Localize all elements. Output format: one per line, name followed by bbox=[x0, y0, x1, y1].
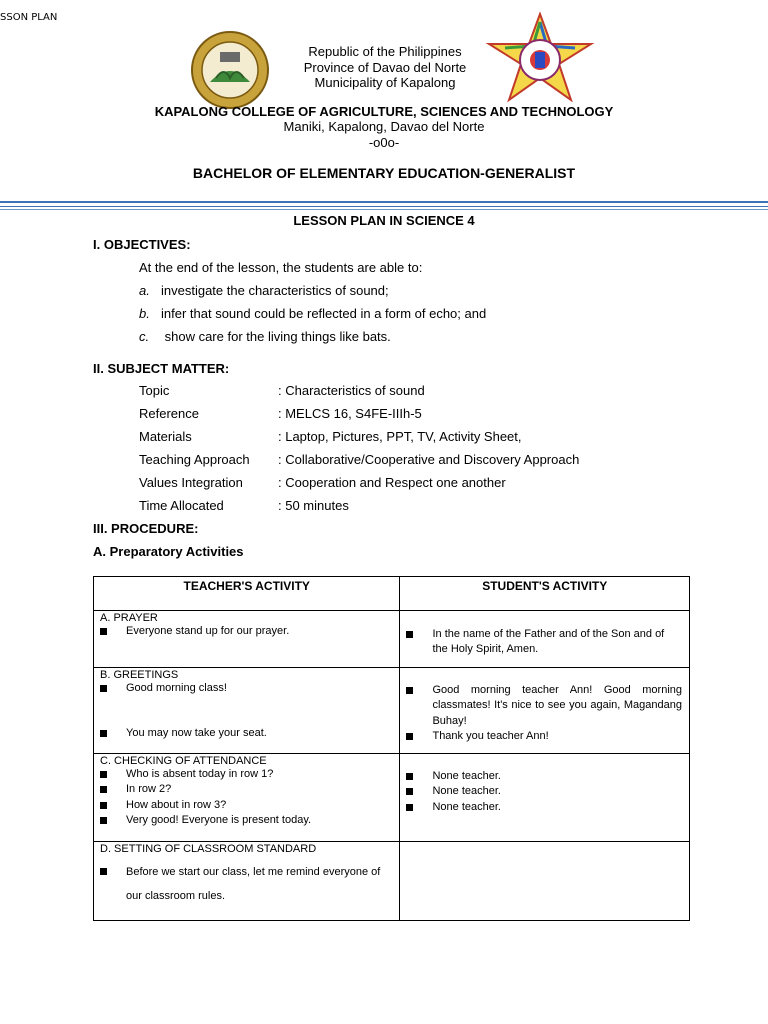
sm-value-materials: : Laptop, Pictures, PPT, TV, Activity Sheet, bbox=[278, 429, 522, 444]
sm-label-approach: Teaching Approach bbox=[139, 452, 250, 467]
gov-line-1: Republic of the Philippines bbox=[308, 44, 462, 59]
bullet-icon bbox=[100, 802, 107, 809]
teacher-cell bbox=[94, 611, 400, 668]
bullet-icon bbox=[406, 773, 413, 780]
teacher-cell bbox=[94, 842, 400, 921]
sm-label-values: Values Integration bbox=[139, 475, 243, 490]
table-header-row bbox=[94, 577, 690, 611]
bullet-icon bbox=[406, 804, 413, 811]
subject-matter-heading: II. SUBJECT MATTER: bbox=[93, 361, 230, 376]
list-item: You may now take your seat. bbox=[94, 726, 399, 741]
lesson-plan-title: LESSON PLAN IN SCIENCE 4 bbox=[293, 213, 475, 228]
list-item: Everyone stand up for our prayer. bbox=[94, 624, 399, 639]
teacher-cell bbox=[94, 754, 400, 842]
bullet-icon bbox=[100, 685, 107, 692]
sm-label-reference: Reference bbox=[139, 406, 199, 421]
table-row bbox=[94, 611, 690, 668]
table-row bbox=[94, 754, 690, 842]
objective-item: a. investigate the characteristics of sound; bbox=[139, 283, 389, 298]
government-header bbox=[230, 44, 540, 91]
college-address: Maniki, Kapalong, Davao del Norte bbox=[283, 119, 485, 134]
sm-value-time: : 50 minutes bbox=[278, 498, 349, 513]
header-divider bbox=[0, 201, 768, 203]
student-cell bbox=[400, 842, 690, 921]
program-title: BACHELOR OF ELEMENTARY EDUCATION-GENERALIST bbox=[192, 165, 576, 181]
preparatory-heading: A. Preparatory Activities bbox=[93, 544, 244, 559]
bullet-icon bbox=[406, 687, 413, 694]
teacher-activity-header: TEACHER'S ACTIVITY bbox=[94, 577, 400, 611]
bullet-icon bbox=[406, 631, 413, 638]
list-item: Good morning class! bbox=[94, 681, 399, 696]
bullet-icon bbox=[406, 788, 413, 795]
objectives-intro: At the end of the lesson, the students are able to: bbox=[139, 260, 423, 275]
gov-line-2: Province of Davao del Norte bbox=[303, 59, 467, 75]
objectives-heading: I. OBJECTIVES: bbox=[93, 237, 191, 252]
bullet-icon bbox=[406, 733, 413, 740]
activity-table bbox=[93, 576, 690, 921]
list-item: In row 2? bbox=[94, 782, 399, 797]
bullet-icon bbox=[100, 771, 107, 778]
bullet-icon bbox=[100, 817, 107, 824]
sm-label-topic: Topic bbox=[139, 383, 170, 398]
header-separator: -o0o- bbox=[368, 135, 400, 150]
sm-label-materials: Materials bbox=[139, 429, 192, 444]
sm-value-reference: : MELCS 16, S4FE-IIIh-5 bbox=[278, 406, 422, 421]
student-activity-header: STUDENT'S ACTIVITY bbox=[400, 577, 690, 611]
row-title: B. GREETINGS bbox=[100, 669, 179, 681]
student-cell bbox=[400, 611, 690, 668]
list-item: None teacher. bbox=[400, 784, 689, 799]
bullet-icon bbox=[100, 628, 107, 635]
list-item: How about in row 3? bbox=[94, 798, 399, 813]
gov-line-3: Municipality of Kapalong bbox=[314, 75, 456, 90]
list-item: Very good! Everyone is present today. bbox=[94, 813, 399, 828]
list-item: Before we start our class, let me remind everyone of our classroom rules. bbox=[94, 860, 399, 908]
table-row bbox=[94, 668, 690, 754]
teacher-cell bbox=[94, 668, 400, 754]
sm-value-approach: : Collaborative/Cooperative and Discovery Approach bbox=[278, 452, 580, 467]
procedure-heading: III. PROCEDURE: bbox=[93, 521, 199, 536]
list-item: Good morning teacher Ann! Good morning classmates! It's nice to see you again, Magandang Buhay! bbox=[400, 683, 689, 729]
sm-value-topic: : Characteristics of sound bbox=[278, 383, 425, 398]
table-row bbox=[94, 842, 690, 921]
objective-item: c. show care for the living things like bats. bbox=[139, 329, 391, 344]
corner-label: SSON PLAN bbox=[0, 12, 58, 23]
list-item: Thank you teacher Ann! bbox=[400, 729, 689, 744]
student-cell bbox=[400, 754, 690, 842]
header-divider-2 bbox=[0, 206, 768, 207]
list-item: Who is absent today in row 1? bbox=[94, 767, 399, 782]
bullet-icon bbox=[100, 868, 107, 875]
college-name: KAPALONG COLLEGE OF AGRICULTURE, SCIENCES AND TECHNOLOGY bbox=[154, 104, 614, 119]
objective-item: b. infer that sound could be reflected in a form of echo; and bbox=[139, 306, 487, 321]
row-title: A. PRAYER bbox=[100, 612, 158, 624]
row-title: C. CHECKING OF ATTENDANCE bbox=[100, 755, 267, 767]
bullet-icon bbox=[100, 730, 107, 737]
bullet-icon bbox=[100, 786, 107, 793]
list-item: None teacher. bbox=[400, 800, 689, 815]
list-item: In the name of the Father and of the Son and of the Holy Spirit, Amen. bbox=[400, 627, 689, 658]
row-title: D. SETTING OF CLASSROOM STANDARD bbox=[100, 843, 317, 855]
list-item: None teacher. bbox=[400, 769, 689, 784]
sm-label-time: Time Allocated bbox=[139, 498, 224, 513]
header-divider-3 bbox=[0, 209, 768, 210]
student-cell bbox=[400, 668, 690, 754]
sm-value-values: : Cooperation and Respect one another bbox=[278, 475, 506, 490]
